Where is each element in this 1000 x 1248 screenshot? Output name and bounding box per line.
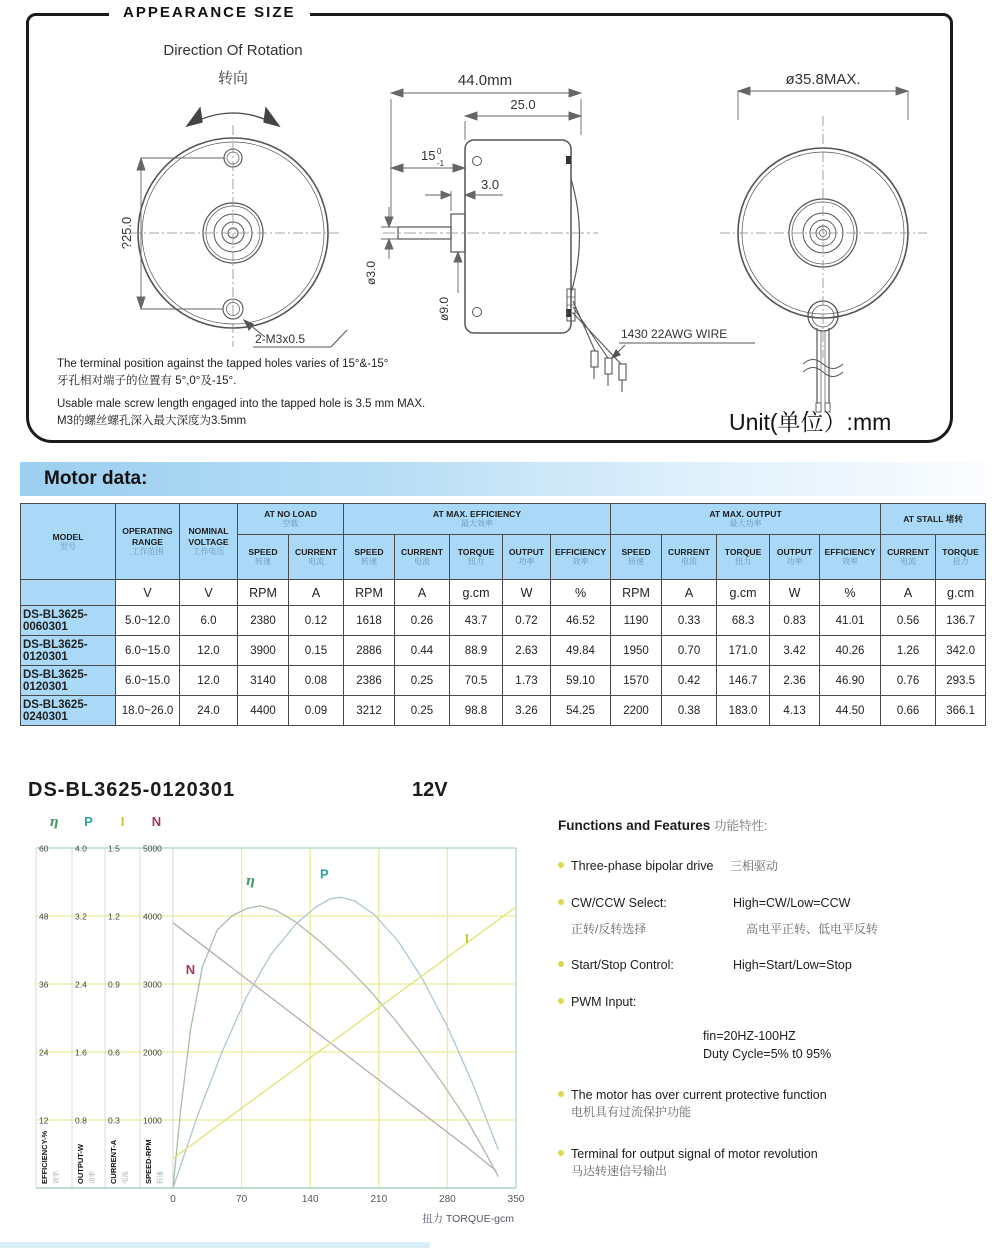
data-cell: 1618 (344, 606, 395, 636)
feature-terminal-en: Terminal for output signal of motor revolution (571, 1147, 818, 1161)
feature-overcurrent-cn: 电机具有过流保护功能 (571, 1104, 692, 1119)
data-cell: 136.7 (936, 606, 986, 636)
axis-name-OUTPUT-W: OUTPUT-W (76, 1144, 85, 1184)
note-line-4: M3的螺丝螺孔深入最大深度为3.5mm (57, 415, 247, 428)
y-tick-label: 3.2 (75, 911, 87, 922)
data-cell: 44.50 (820, 696, 881, 726)
data-cell: 46.90 (820, 666, 881, 696)
bottom-strip (0, 1242, 430, 1248)
dim-body-length: 25.0 (510, 97, 536, 112)
bullet-icon (558, 1150, 564, 1156)
data-cell: 0.83 (770, 606, 820, 636)
x-tick-label: 140 (301, 1194, 319, 1205)
data-cell: 0.38 (662, 696, 717, 726)
header-group: AT STALL 堵转 (881, 504, 986, 535)
x-tick-label: 0 (170, 1194, 176, 1205)
y-tick-label: 0.6 (108, 1047, 120, 1058)
header-group: OPERATING RANGE 工作范围 (116, 504, 180, 580)
axis-name-EFFICIENCY-%: EFFICIENCY-% (40, 1130, 49, 1184)
header-group: NOMINAL VOLTAGE 工作电压 (180, 504, 238, 580)
data-cell: 0.33 (662, 606, 717, 636)
header-subcolumn: CURRENT 电流 (662, 535, 717, 580)
unit-cell: A (881, 580, 936, 606)
motor-data-table (20, 503, 986, 726)
bullet-icon (558, 899, 564, 905)
y-tick-label: 1.5 (108, 843, 120, 854)
unit-cell: A (289, 580, 344, 606)
data-cell: 2386 (344, 666, 395, 696)
unit-cell: W (503, 580, 551, 606)
dim-step: 3.0 (481, 177, 500, 192)
data-cell: 0.15 (289, 636, 344, 666)
data-cell: 3140 (238, 666, 289, 696)
feature-item-pwm (558, 994, 990, 1063)
data-cell: 0.70 (662, 636, 717, 666)
header-subcolumn: CURRENT 电流 (881, 535, 936, 580)
header-subcolumn: EFFICIENCY 效率 (551, 535, 611, 580)
unit-cell: % (551, 580, 611, 606)
data-cell: 0.08 (289, 666, 344, 696)
y-tick-label: 5000 (143, 843, 162, 854)
data-cell: 6.0~15.0 (116, 636, 180, 666)
feature-drive-cn: 三相驱动 (729, 859, 778, 873)
header-subcolumn: TORQUE 扭力 (717, 535, 770, 580)
y-tick-label: 48 (39, 911, 49, 922)
y-tick-label: 12 (39, 1115, 49, 1126)
unit-cell: g.cm (450, 580, 503, 606)
data-cell: 2.36 (770, 666, 820, 696)
data-cell: 2380 (238, 606, 289, 636)
unit-cell (21, 580, 116, 606)
x-tick-label: 70 (236, 1194, 248, 1205)
axis-symbol-EFFICIENCY-%: η (49, 815, 59, 830)
chart-model-title: DS-BL3625-0120301 (28, 779, 236, 801)
data-cell: 40.26 (820, 636, 881, 666)
unit-cell: RPM (344, 580, 395, 606)
dim-44mm-lines (391, 89, 581, 221)
data-cell: 59.10 (551, 666, 611, 696)
features-title-cn: 功能特性: (714, 819, 768, 833)
y-tick-label: 24 (39, 1047, 49, 1058)
data-cell: 1190 (611, 606, 662, 636)
y-tick-label: 2.4 (75, 979, 87, 990)
data-cell: 0.12 (289, 606, 344, 636)
header-group: AT MAX. OUTPUT 最大功率 (611, 504, 881, 535)
feature-terminal-cn: 马达转速信号输出 (571, 1163, 668, 1178)
data-cell: 293.5 (936, 666, 986, 696)
chart-voltage-label: 12V (412, 779, 448, 801)
dia-outer-label: ø35.8MAX. (785, 71, 861, 88)
dia-shaft-label: ø3.0 (364, 260, 378, 286)
header-group: AT NO LOAD 空载 (238, 504, 344, 535)
feature-startstop-label: Start/Stop Control: (571, 957, 674, 972)
unit-cell: V (116, 580, 180, 606)
y-tick-label: 0.8 (75, 1115, 87, 1126)
axis-name-cn: 效率 (53, 1171, 60, 1184)
table-row (21, 636, 986, 666)
data-cell: 0.25 (395, 666, 450, 696)
data-cell: 1570 (611, 666, 662, 696)
curve-label-EFFICIENCY-%: η (245, 873, 255, 889)
unit-cell: RPM (611, 580, 662, 606)
y-tick-label: 1.6 (75, 1047, 87, 1058)
unit-cell: g.cm (936, 580, 986, 606)
feature-pwm-line2: Duty Cycle=5% t0 95% (703, 1046, 832, 1061)
table-row (21, 696, 986, 726)
dim-outer-dia-lines (738, 87, 908, 120)
data-cell: 6.0 (180, 606, 238, 636)
motor-data-section-title: Motor data: (20, 462, 986, 496)
data-cell: 0.26 (395, 606, 450, 636)
y-tick-label: 1.2 (108, 911, 120, 922)
unit-cell: g.cm (717, 580, 770, 606)
data-cell: 68.3 (717, 606, 770, 636)
x-axis-title: 扭力 TORQUE-gcm (422, 1213, 514, 1225)
note-line-2: 牙孔相对端子的位置有 5°,0°及-15°. (57, 374, 237, 387)
x-tick-label: 210 (370, 1194, 388, 1205)
axis-symbol-SPEED-RPM: N (151, 814, 162, 829)
data-cell: 2886 (344, 636, 395, 666)
bullet-icon (558, 1091, 564, 1097)
data-cell: 24.0 (180, 696, 238, 726)
side-view-body (398, 140, 580, 333)
direction-of-rotation-label-cn: 转向 (217, 70, 249, 87)
data-cell: 183.0 (717, 696, 770, 726)
data-cell: 0.76 (881, 666, 936, 696)
feature-item-drive (558, 858, 990, 875)
dim-shaft-length: 15 (421, 148, 436, 163)
feature-item-overcurrent (558, 1087, 990, 1120)
data-cell: 171.0 (717, 636, 770, 666)
features-title-en: Functions and Features (558, 818, 711, 833)
table-row (21, 666, 986, 696)
y-tick-label: 0.3 (108, 1115, 120, 1126)
rear-view-drawing (695, 58, 963, 416)
data-cell: 0.25 (395, 696, 450, 726)
header-subcolumn: CURRENT 电流 (289, 535, 344, 580)
data-cell: 1.26 (881, 636, 936, 666)
data-cell: 5.0~12.0 (116, 606, 180, 636)
motor-table-body (21, 606, 986, 726)
header-subcolumn: SPEED 转速 (611, 535, 662, 580)
data-cell: 0.44 (395, 636, 450, 666)
header-subcolumn: SPEED 转速 (238, 535, 289, 580)
data-cell: 3212 (344, 696, 395, 726)
motor-table-head (21, 504, 986, 606)
axis-symbol-OUTPUT-W: P (84, 814, 93, 829)
data-cell: 70.5 (450, 666, 503, 696)
model-cell: DS-BL3625-0120301 (21, 666, 116, 696)
data-cell: 12.0 (180, 666, 238, 696)
curve-label-CURRENT-A: I (465, 931, 469, 947)
feature-overcurrent-en: The motor has over current protective function (571, 1087, 827, 1102)
data-cell: 1950 (611, 636, 662, 666)
data-cell: 4.13 (770, 696, 820, 726)
data-cell: 49.84 (551, 636, 611, 666)
header-subcolumn: CURRENT 电流 (395, 535, 450, 580)
feature-item-startstop (558, 957, 990, 974)
wire-label: 1430 22AWG WIRE (621, 327, 728, 341)
feature-cwccw-label: CW/CCW Select: (571, 895, 667, 910)
dim-15-lines (391, 164, 465, 172)
data-cell: 1.73 (503, 666, 551, 696)
header-subcolumn: TORQUE 扭力 (936, 535, 986, 580)
feature-pwm-line1: fin=20HZ-100HZ (703, 1028, 796, 1043)
axis-name-SPEED-RPM: SPEED-RPM (144, 1139, 153, 1184)
note-line-1: The terminal position against the tapped holes varies of 15°&-15° (57, 358, 389, 370)
model-cell: DS-BL3625-0240301 (21, 696, 116, 726)
header-group: MODEL 型号 (21, 504, 116, 580)
y-tick-label: 3000 (143, 979, 162, 990)
direction-of-rotation-label: Direction Of Rotation (163, 42, 303, 59)
dim-3-lines (425, 191, 503, 211)
x-tick-label: 280 (439, 1194, 456, 1205)
data-cell: 46.52 (551, 606, 611, 636)
dim-shaft-tol-up: 0 (437, 147, 442, 156)
data-cell: 0.09 (289, 696, 344, 726)
axis-name-cn: 电流 (122, 1171, 129, 1184)
unit-cell: RPM (238, 580, 289, 606)
feature-item-cwccw (558, 895, 990, 937)
mounting-holes-label: 2-M3x0.5 (255, 332, 306, 346)
data-cell: 41.01 (820, 606, 881, 636)
data-cell: 0.56 (881, 606, 936, 636)
data-cell: 88.9 (450, 636, 503, 666)
feature-startstop-value: High=Start/Low=Stop (733, 957, 852, 972)
appearance-size-box (26, 4, 953, 443)
x-tick-label: 350 (507, 1194, 525, 1205)
feature-drive-en: Three-phase bipolar drive (571, 859, 714, 873)
data-cell: 3.42 (770, 636, 820, 666)
model-cell: DS-BL3625-0120301 (21, 636, 116, 666)
header-subcolumn: OUTPUT 功率 (770, 535, 820, 580)
model-cell: DS-BL3625-0060301 (21, 606, 116, 636)
bullet-icon (558, 862, 564, 868)
axis-name-cn: 功率 (89, 1171, 96, 1184)
hole-pitch-dimension: ?25.0 (119, 216, 134, 250)
header-group: AT MAX. EFFICIENCY 最大效率 (344, 504, 611, 535)
data-cell: 3900 (238, 636, 289, 666)
performance-chart (30, 810, 535, 1238)
y-tick-label: 2000 (143, 1047, 162, 1058)
data-cell: 0.42 (662, 666, 717, 696)
unit-cell: % (820, 580, 881, 606)
feature-cwccw-label-cn: 正转/反转选择 (571, 921, 647, 936)
y-tick-label: 1000 (143, 1115, 162, 1126)
data-cell: 342.0 (936, 636, 986, 666)
data-cell: 4400 (238, 696, 289, 726)
appearance-size-title: APPEARANCE SIZE (109, 4, 310, 21)
data-cell: 146.7 (717, 666, 770, 696)
data-cell: 12.0 (180, 636, 238, 666)
data-cell: 3.26 (503, 696, 551, 726)
front-dimension-lines (137, 158, 225, 309)
unit-cell: V (180, 580, 238, 606)
unit-cell: A (395, 580, 450, 606)
feature-cwccw-value: High=CW/Low=CCW (733, 895, 851, 910)
axis-name-CURRENT-A: CURRENT-A (109, 1139, 118, 1184)
bullet-icon (558, 961, 564, 967)
bullet-icon (558, 998, 564, 1004)
feature-pwm-label: PWM Input: (571, 994, 637, 1009)
data-cell: 0.66 (881, 696, 936, 726)
rotation-arrow-icon (187, 108, 279, 126)
unit-cell: W (770, 580, 820, 606)
curve-label-SPEED-RPM: N (185, 961, 196, 977)
y-tick-label: 4000 (143, 911, 162, 922)
header-subcolumn: EFFICIENCY 效率 (820, 535, 881, 580)
header-subcolumn: OUTPUT 功率 (503, 535, 551, 580)
front-view-drawing (73, 25, 373, 360)
data-cell: 98.8 (450, 696, 503, 726)
note-line-3: Usable male screw length engaged into the tapped hole is 3.5 mm MAX. (57, 398, 426, 411)
feature-cwccw-value-cn: 高电平正转、低电平反转 (746, 921, 879, 936)
curve-label-OUTPUT-W: P (320, 866, 329, 882)
header-subcolumn: TORQUE 扭力 (450, 535, 503, 580)
curve-OUTPUT-W (173, 897, 498, 1188)
dim-shaft-tol-down: -1 (437, 159, 445, 168)
dia-boss-label: ø9.0 (437, 296, 451, 322)
header-subcolumn: SPEED 转速 (344, 535, 395, 580)
appearance-notes (57, 356, 617, 437)
data-cell: 0.72 (503, 606, 551, 636)
features-panel (558, 816, 990, 1199)
table-row (21, 606, 986, 636)
performance-chart-svg (30, 810, 535, 1238)
y-tick-label: 0.9 (108, 979, 120, 990)
dim-boss-dia-lines (454, 252, 462, 293)
data-cell: 18.0~26.0 (116, 696, 180, 726)
unit-cell: A (662, 580, 717, 606)
feature-item-terminal (558, 1146, 990, 1179)
data-cell: 366.1 (936, 696, 986, 726)
unit-label: Unit(单位）:mm (729, 409, 892, 435)
data-cell: 2.63 (503, 636, 551, 666)
data-cell: 6.0~15.0 (116, 666, 180, 696)
axis-name-cn: 转速 (157, 1171, 164, 1184)
data-cell: 43.7 (450, 606, 503, 636)
features-title (558, 816, 990, 834)
y-tick-label: 4.0 (75, 843, 87, 854)
data-cell: 2200 (611, 696, 662, 726)
y-tick-label: 36 (39, 979, 49, 990)
dim-25-lines (465, 112, 581, 140)
axis-symbol-CURRENT-A: I (120, 814, 125, 829)
dim-total-length: 44.0mm (457, 72, 513, 89)
data-cell: 54.25 (551, 696, 611, 726)
y-tick-label: 60 (39, 843, 49, 854)
